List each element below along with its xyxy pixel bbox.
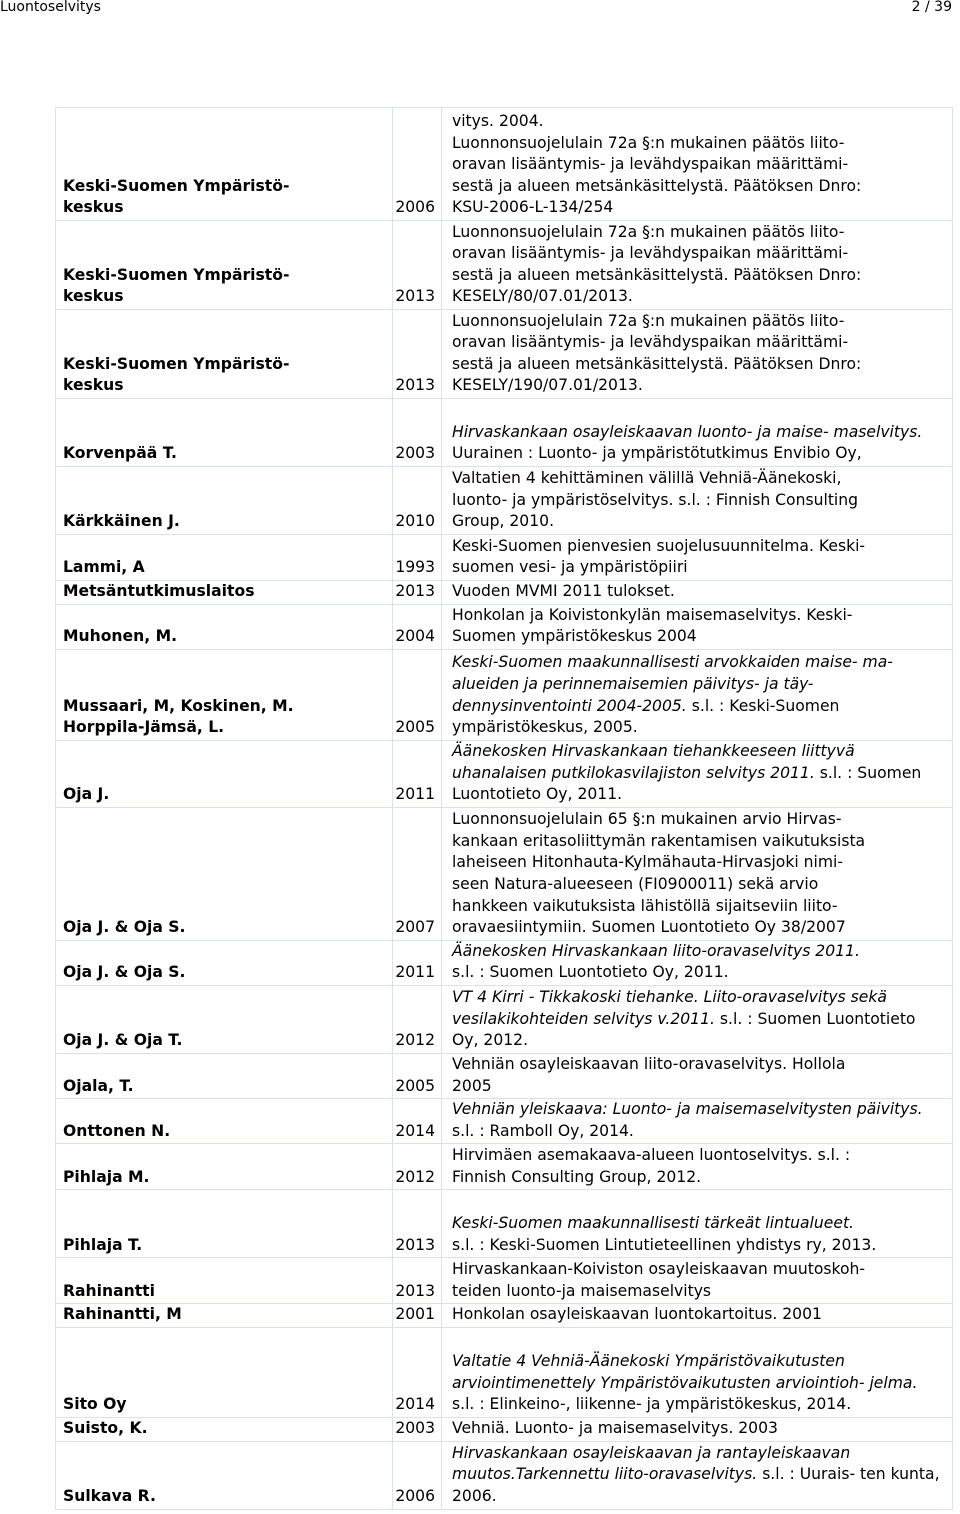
reference-year: 2014 [393, 1099, 442, 1144]
reference-author: Ojala, T. [56, 1053, 393, 1098]
reference-year: 2007 [393, 807, 442, 940]
table-row [56, 1327, 953, 1417]
table-row [56, 1190, 953, 1258]
table-row [56, 310, 953, 399]
reference-year: 2005 [393, 649, 442, 740]
reference-year: 2014 [393, 1327, 442, 1417]
reference-author: Onttonen N. [56, 1099, 393, 1144]
table-row [56, 649, 953, 740]
reference-year: 2013 [393, 310, 442, 399]
reference-title: Vehniä. Luonto- ja maisemaselvitys. 2003 [442, 1417, 953, 1441]
reference-title: Hirvaskankaan osayleiskaavan ja rantayleiskaavan muutos.Tarkennettu liito-oravaselvitys. s.l. : Uurais- ten kunta, 2006. [442, 1441, 953, 1509]
reference-author: Rahinantti, M [56, 1304, 393, 1328]
reference-year: 2006 [393, 1441, 442, 1509]
reference-author: Pihlaja T. [56, 1190, 393, 1258]
reference-year: 2001 [393, 1304, 442, 1328]
table-row [56, 1144, 953, 1190]
reference-author: Keski-Suomen Ympäristö- keskus [56, 221, 393, 310]
table-row [56, 940, 953, 985]
reference-author: Keski-Suomen Ympäristö- keskus [56, 108, 393, 221]
reference-year: 2013 [393, 1258, 442, 1304]
reference-author: Sito Oy [56, 1327, 393, 1417]
table-row [56, 1304, 953, 1328]
reference-year: 2005 [393, 1053, 442, 1098]
table-row [56, 221, 953, 310]
page-number: 2 / 39 [911, 0, 952, 15]
reference-author: Mussaari, M, Koskinen, M. Horppila-Jämsä, L. [56, 649, 393, 740]
reference-title: Keski-Suomen maakunnallisesti arvokkaiden maise- ma-alueiden ja perinnemaisemien päivitys- ja täy- dennysinventointi 2004-2005. s.l. : Keski-Suomen ympäristökeskus, 2005. [442, 649, 953, 740]
reference-title: Keski-Suomen maakunnallisesti tärkeät lintualueet. s.l. : Keski-Suomen Lintutieteellinen yhdistys ry, 2013. [442, 1190, 953, 1258]
table-row [56, 1099, 953, 1144]
page-header [0, 0, 960, 20]
reference-year: 2012 [393, 1144, 442, 1190]
reference-year: 2013 [393, 581, 442, 605]
reference-year: 2012 [393, 985, 442, 1053]
reference-year: 1993 [393, 535, 442, 581]
table-row [56, 1053, 953, 1098]
reference-title: Hirvaskankaan osayleiskaavan luonto- ja maise- maselvitys. Uurainen : Luonto- ja ympäristötutkimus Envibio Oy, [442, 399, 953, 467]
reference-author: Suisto, K. [56, 1417, 393, 1441]
table-row [56, 535, 953, 581]
reference-title: Vuoden MVMI 2011 tulokset. [442, 581, 953, 605]
reference-year: 2013 [393, 221, 442, 310]
reference-author: Kärkkäinen J. [56, 467, 393, 535]
reference-title: vitys. 2004. Luonnonsuojelulain 72a §:n mukainen päätös liito- oravan lisääntymis- ja levähdyspaikan määrittämi- sestä ja alueen metsänkäsittelystä. Päätöksen Dnro: KSU-2006-L-134/254 [442, 108, 953, 221]
reference-year: 2003 [393, 1417, 442, 1441]
reference-author: Rahinantti [56, 1258, 393, 1304]
reference-author: Oja J. & Oja S. [56, 940, 393, 985]
reference-title: Honkolan osayleiskaavan luontokartoitus. 2001 [442, 1304, 953, 1328]
table-row [56, 604, 953, 649]
reference-title: Luonnonsuojelulain 65 §:n mukainen arvio Hirvas- kankaan eritasoliittymän rakentamisen vaikutuksista laheiseen Hitonhauta-Kylmähauta-Hirvasjoki nimi- seen Natura-alueeseen (FI0900011) sekä arvio hankkeen vaikutuksista lähistöllä sijaitseviin liito- oravaesiintymiin. Suomen Luontotieto Oy 38/2007 [442, 807, 953, 940]
table-row [56, 399, 953, 467]
reference-year: 2004 [393, 604, 442, 649]
reference-title: Keski-Suomen pienvesien suojelusuunnitelma. Keski- suomen vesi- ja ympäristöpiiri [442, 535, 953, 581]
reference-title: Hirvimäen asemakaava-alueen luontoselvitys. s.l. : Finnish Consulting Group, 2012. [442, 1144, 953, 1190]
reference-title: Honkolan ja Koivistonkylän maisemaselvitys. Keski- Suomen ympäristökeskus 2004 [442, 604, 953, 649]
reference-title: Luonnonsuojelulain 72a §:n mukainen päätös liito- oravan lisääntymis- ja levähdyspaikan määrittämi- sestä ja alueen metsänkäsittelystä. Päätöksen Dnro: KESELY/190/07.01/2013. [442, 310, 953, 399]
reference-title: Valtatie 4 Vehniä-Äänekoski Ympäristövaikutusten arviointimenettely Ympäristövaikutusten arviointioh- jelma. s.l. : Elinkeino-, liikenne- ja ympäristökeskus, 2014. [442, 1327, 953, 1417]
reference-author: Lammi, A [56, 535, 393, 581]
table-row [56, 1417, 953, 1441]
reference-title: VT 4 Kirri - Tikkakoski tiehanke. Liito-oravaselvitys sekä vesilakikohteiden selvitys v.2011. s.l. : Suomen Luontotieto Oy, 2012. [442, 985, 953, 1053]
reference-author: Sulkava R. [56, 1441, 393, 1509]
reference-title: Äänekosken Hirvaskankaan tiehankkeeseen liittyvä uhanalaisen putkilokasvilajiston selvitys 2011. s.l. : Suomen Luontotieto Oy, 2011. [442, 740, 953, 807]
reference-title: Luonnonsuojelulain 72a §:n mukainen päätös liito- oravan lisääntymis- ja levähdyspaikan määrittämi- sestä ja alueen metsänkäsittelystä. Päätöksen Dnro: KESELY/80/07.01/2013. [442, 221, 953, 310]
table-row [56, 985, 953, 1053]
reference-author: Muhonen, M. [56, 604, 393, 649]
document-title: Luontoselvitys [0, 0, 101, 15]
reference-year: 2010 [393, 467, 442, 535]
table-row [56, 807, 953, 940]
table-row [56, 1258, 953, 1304]
reference-title: Valtatien 4 kehittäminen välillä Vehniä-Äänekoski, luonto- ja ympäristöselvitys. s.l. : Finnish Consulting Group, 2010. [442, 467, 953, 535]
reference-author: Oja J. [56, 740, 393, 807]
table-row [56, 1441, 953, 1509]
table-row [56, 581, 953, 605]
table-row [56, 467, 953, 535]
reference-author: Pihlaja M. [56, 1144, 393, 1190]
reference-year: 2011 [393, 740, 442, 807]
reference-year: 2011 [393, 940, 442, 985]
reference-year: 2013 [393, 1190, 442, 1258]
table-row [56, 740, 953, 807]
reference-year: 2006 [393, 108, 442, 221]
reference-author: Metsäntutkimuslaitos [56, 581, 393, 605]
reference-author: Keski-Suomen Ympäristö- keskus [56, 310, 393, 399]
reference-title: Vehniän osayleiskaavan liito-oravaselvitys. Hollola 2005 [442, 1053, 953, 1098]
reference-title: Äänekosken Hirvaskankaan liito-oravaselvitys 2011. s.l. : Suomen Luontotieto Oy, 2011. [442, 940, 953, 985]
reference-author: Oja J. & Oja T. [56, 985, 393, 1053]
references-table [55, 107, 953, 1510]
reference-year: 2003 [393, 399, 442, 467]
reference-title: Vehniän yleiskaava: Luonto- ja maisemaselvitysten päivitys. s.l. : Ramboll Oy, 2014. [442, 1099, 953, 1144]
reference-author: Korvenpää T. [56, 399, 393, 467]
table-row [56, 108, 953, 221]
reference-author: Oja J. & Oja S. [56, 807, 393, 940]
reference-title: Hirvaskankaan-Koiviston osayleiskaavan muutoskoh- teiden luonto-ja maisemaselvitys [442, 1258, 953, 1304]
